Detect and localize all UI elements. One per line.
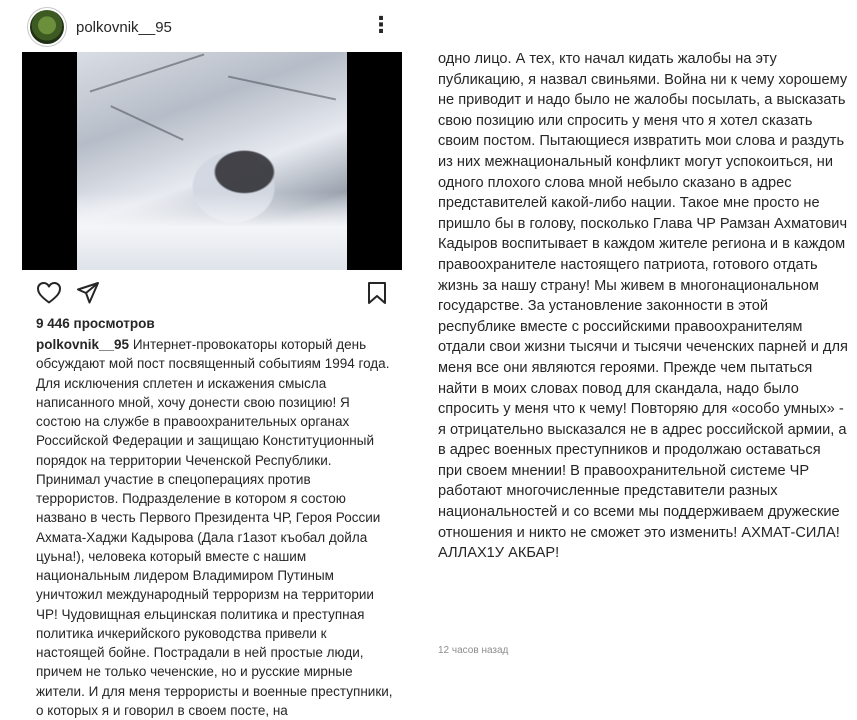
send-icon[interactable] <box>76 281 100 305</box>
username[interactable]: polkovnik__95 <box>76 19 172 36</box>
post-actions <box>36 281 391 307</box>
caption-username[interactable]: polkovnik__95 <box>36 337 130 352</box>
post-caption-continued <box>425 0 857 712</box>
heart-icon[interactable] <box>36 281 62 305</box>
avatar[interactable] <box>30 10 64 44</box>
more-vertical-icon[interactable]: ⋮ <box>370 12 392 37</box>
post-caption <box>36 335 396 720</box>
view-count: 9 446 просмотров <box>36 316 155 331</box>
post-header <box>30 10 400 46</box>
video-frame <box>77 52 347 270</box>
post-left-column <box>0 0 425 718</box>
bookmark-icon[interactable] <box>366 281 388 305</box>
caption-text-part-2: одно лицо. А тех, кто начал кидать жалобы на эту публикацию, я назвал свиньями. Война ни к чему хорошему не приводит и надо было не жалобы посылать, а высказать свою позицию или спросить у меня что я хотел сказать своим постом. Пытающиеся извратить мои слова и раздуть из них межнациональный конфликт могут успокоиться, ни одного плохого слова мной небыло сказано в адрес представителей какой-либо нации. Такое мне просто не пришло бы в голову, посколько Глава ЧР Рамзан Ахматович Кадыров воспитывает в каждом жителе региона и в каждом правоохранителе настоящего патриота, готового отдать жизнь за нашу страну! Мы живем в многонациональном государстве. За установление законности в этой республике вместе с российскими правоохранителям отдали свои жизни тысячи и тысячи чеченских парней и для меня все они являются героями. Прежде чем пытаться найти в моих словах повод для скандала, надо было спросить у меня что к чему! Повторяю для «особо умных» - я отрицательно высказался не в адрес российской армии, а в адрес военных преступников и продолжаю оставаться при своем мнении! В правоохранительной системе ЧР работают многочисленные представители разных национальностей и со всеми мы поддерживаем дружеские отношения и никто не сможет это изменить! АХМАТ-СИЛА! АЛЛАХ1У АКБАР! <box>438 51 848 562</box>
post-timestamp: 12 часов назад <box>438 645 509 656</box>
caption-text-part-1: Интернет-провокаторы который день обсуждают мой пост посвященный событиям 1994 года. Для исключения сплетен и искажения смысла написанного мной, хочу донести свою позицию! Я состою на службе в правоохранительных органах Российской Федерации и защищаю Конституционный порядок на территории Чеченской Республики. Принимал участие в спецоперациях против террористов. Подразделение в котором я состою названо в честь Первого Президента ЧР, Героя России Ахмата-Хаджи Кадырова (Дала г1азот къобал дойла цуьна!), человека который вместе с нашим национальным лидером Владимиром Путиным уничтожил международный терроризм на территории ЧР! Чудовищная ельцинская политика и преступная политика ичкерийского руководства привели к настоящей бойне. Пострадали в ней простые люди, причем не только чеченские, но и русские мирные жители. И для меня террористы и военные преступники, о которых я и говорил в своем посте, на <box>36 337 393 718</box>
post-video[interactable] <box>22 52 402 270</box>
